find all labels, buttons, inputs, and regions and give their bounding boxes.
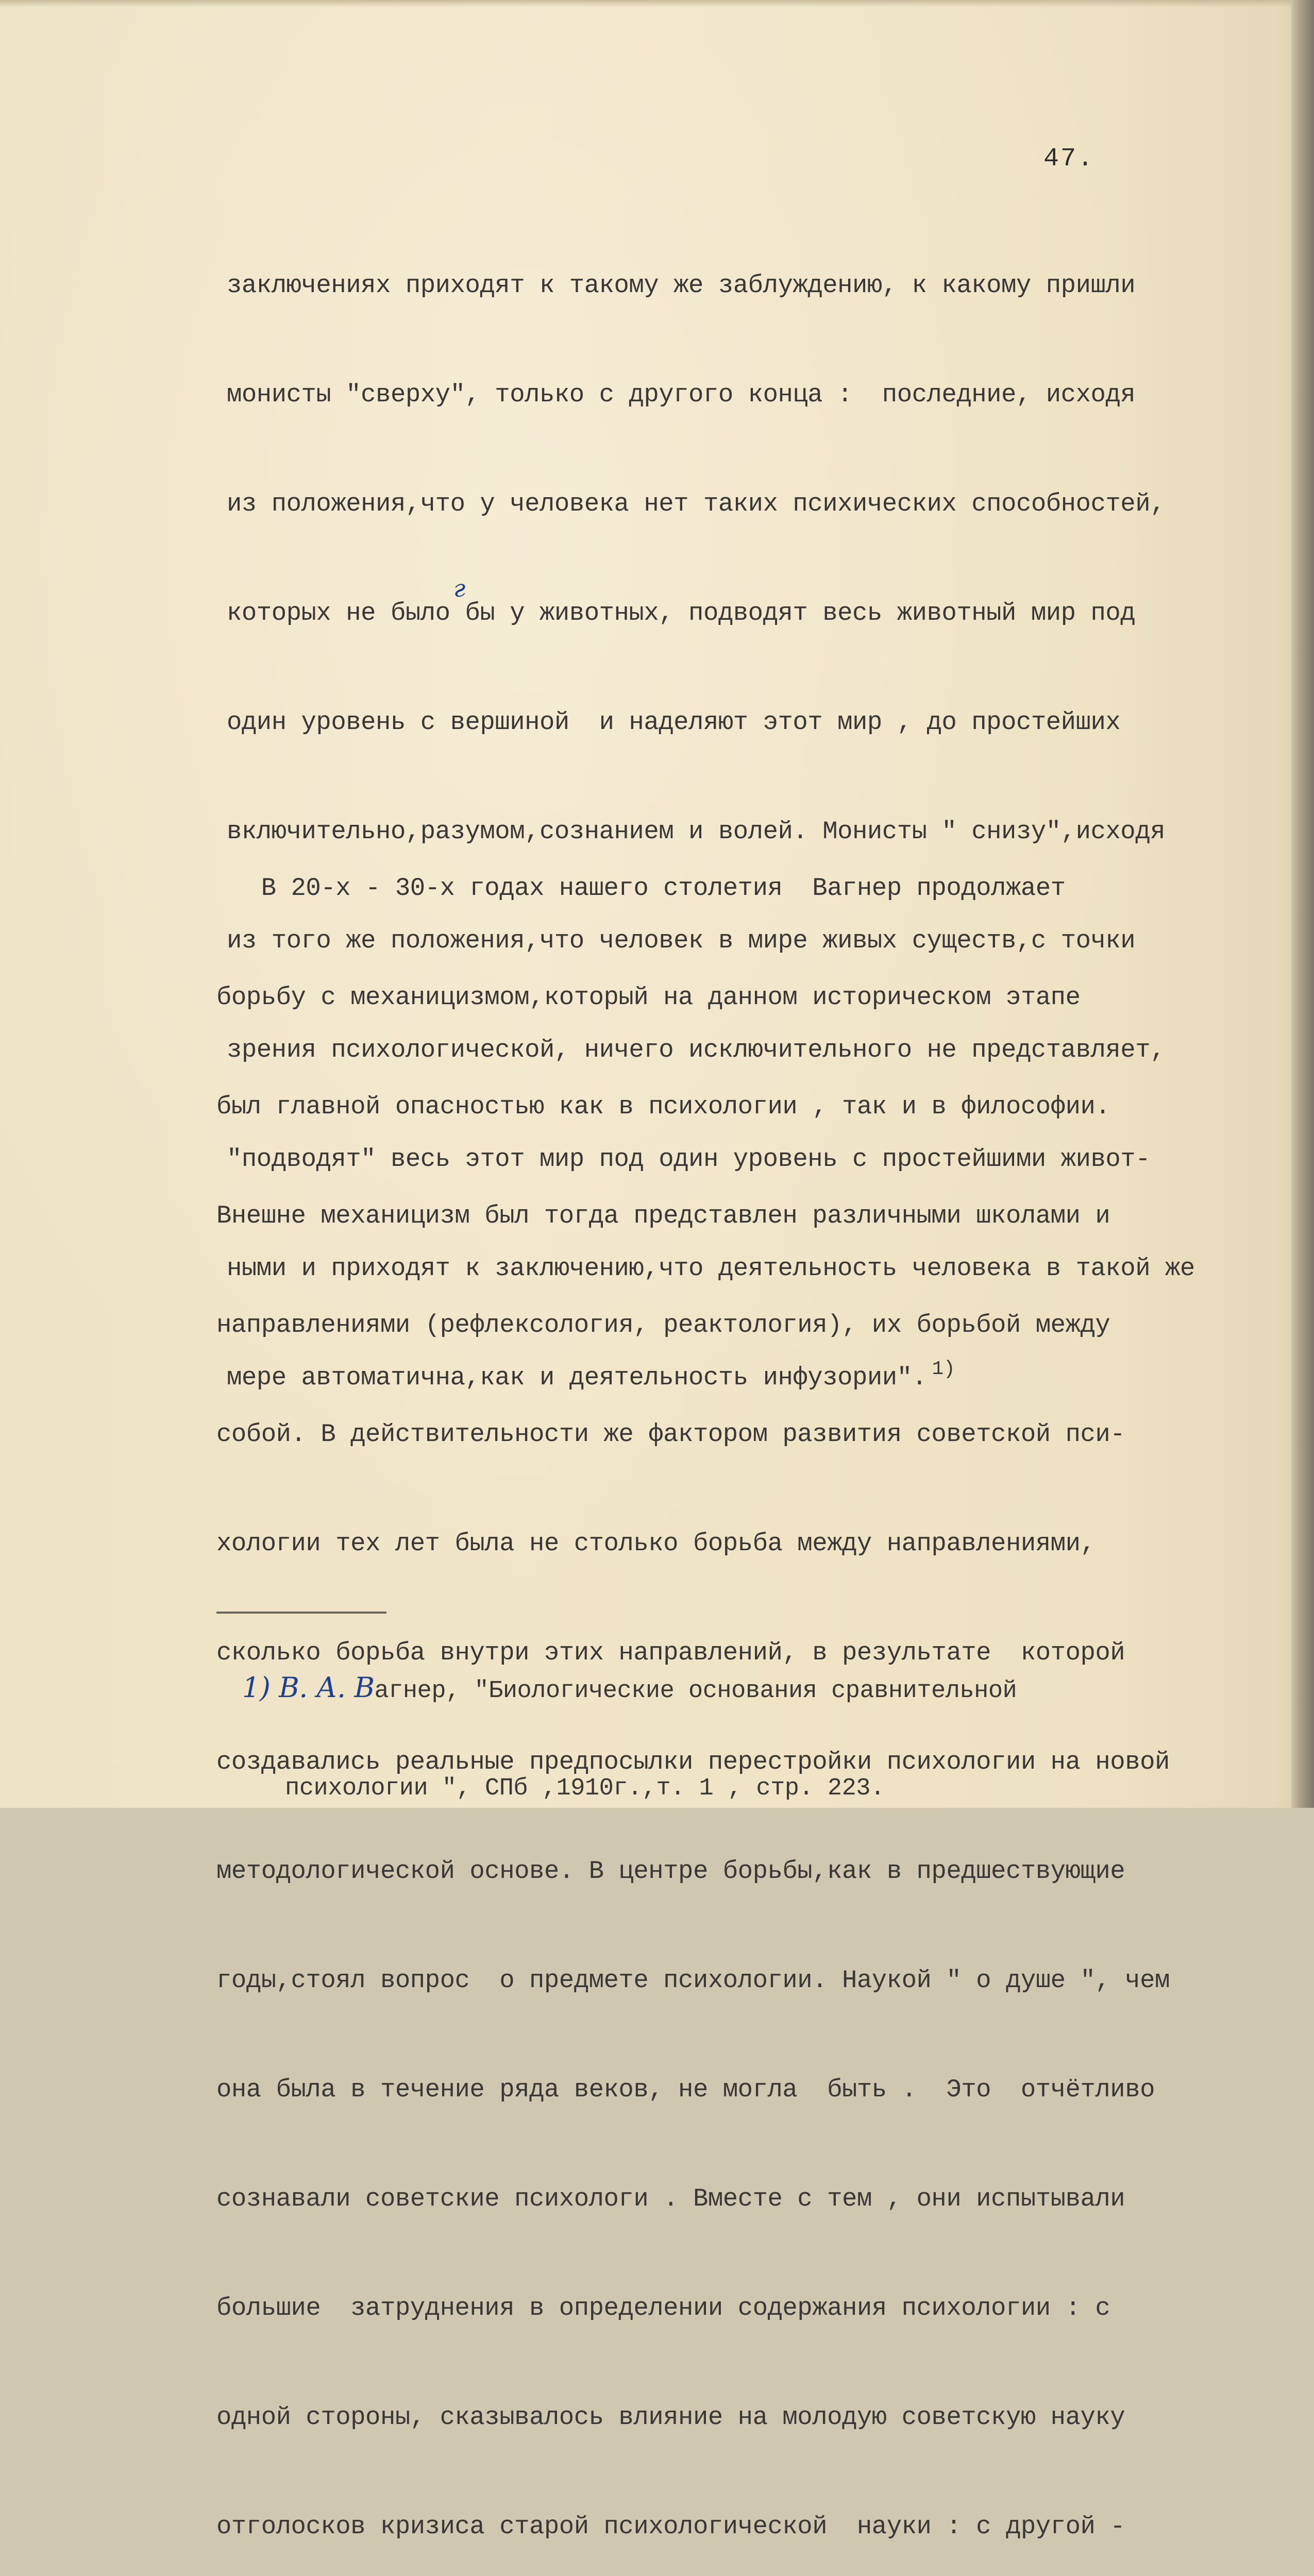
footnote-line-2 bbox=[242, 1766, 1017, 1812]
text-line: годы,стоял вопрос о предмете психологии. Наукой " о душе ", чем bbox=[216, 1966, 1170, 1995]
text-line: борьбу с механицизмом,который на данном историческом этапе bbox=[216, 983, 1081, 1012]
text-line: собой. В действительности же фактором развития советской пси- bbox=[216, 1420, 1125, 1449]
text-line: сколько борьба внутри этих направлений, в результате которой bbox=[216, 1638, 1125, 1667]
footnote-text: психологии ", СПб ,1910г.,т. 1 , стр. 223. bbox=[285, 1775, 885, 1802]
footnote-marker: 1) bbox=[932, 1358, 955, 1380]
text-line: один уровень с вершиной и наделяют этот мир , до простейших bbox=[227, 708, 1121, 737]
text-line: из положения,что у человека нет таких психических способностей, bbox=[227, 489, 1166, 518]
paper-right-edge bbox=[1291, 0, 1314, 1808]
text-line: хологии тех лет была не столько борьба между направлениями, bbox=[216, 1529, 1096, 1558]
text-line: "подводят" весь этот мир под один уровень с простейшими живот- bbox=[227, 1145, 1151, 1174]
text-line: создавались реальные предпосылки перестройки психологии на новой bbox=[216, 1748, 1170, 1776]
text-line: из того же положения,что человек в мире живых существ,с точки bbox=[227, 926, 1136, 955]
text-line: В 20-х - 30-х годах нашего столетия Вагнер продолжает bbox=[216, 874, 1066, 903]
text-line: методологической основе. В центре борьбы,как в предшествующие bbox=[216, 1857, 1125, 1886]
footnote-line-1 bbox=[242, 1665, 1017, 1711]
paper-top-edge bbox=[0, 0, 1314, 7]
footnote bbox=[242, 1610, 1017, 1867]
text-line: большие затруднения в определении содержания психологии : с bbox=[216, 2294, 1110, 2323]
footnote-handwritten-prefix: 1) В. А. В bbox=[242, 1671, 375, 1704]
handwritten-correction: г bbox=[453, 574, 466, 602]
text-line: мере автоматична,как и деятельность инфузории". bbox=[227, 1363, 927, 1392]
text-line: направлениями (рефлексология, реактология), их борьбой между bbox=[216, 1311, 1110, 1340]
text-line: включительно,разумом,сознанием и волей. Монисты " снизу",исходя bbox=[227, 817, 1166, 846]
text-line: одной стороны, сказывалось влияние на молодую советскую науку bbox=[216, 2403, 1125, 2432]
text-line: зрения психологической, ничего исключительного не представляет, bbox=[227, 1036, 1166, 1064]
text-line: монисты "сверху", только с другого конца : последние, исходя bbox=[227, 380, 1136, 409]
text-line: был главной опасностью как в психологии , так и в философии. bbox=[216, 1092, 1110, 1121]
text-line: Внешне механицизм был тогда представлен различными школами и bbox=[216, 1201, 1110, 1230]
text-line: ными и приходят к заключению,что деятельность человека в такой же bbox=[227, 1254, 1195, 1283]
text-line: заключениях приходят к такому же заблуждению, к какому пришли bbox=[227, 271, 1136, 300]
text-line: она была в течение ряда веков, не могла быть . Это отчётливо bbox=[216, 2075, 1155, 2104]
footnote-text: агнер, "Биологические основания сравнительной bbox=[374, 1677, 1017, 1705]
text-line: отголосков кризиса старой психологической науки : с другой - bbox=[216, 2512, 1125, 2541]
page-number: 47. bbox=[1043, 144, 1095, 174]
text-line: которых не было бы у животных, подводят весь животный мир под bbox=[227, 599, 1136, 628]
text-line: сознавали советские психологи . Вместе с тем , они испытывали bbox=[216, 2184, 1125, 2213]
